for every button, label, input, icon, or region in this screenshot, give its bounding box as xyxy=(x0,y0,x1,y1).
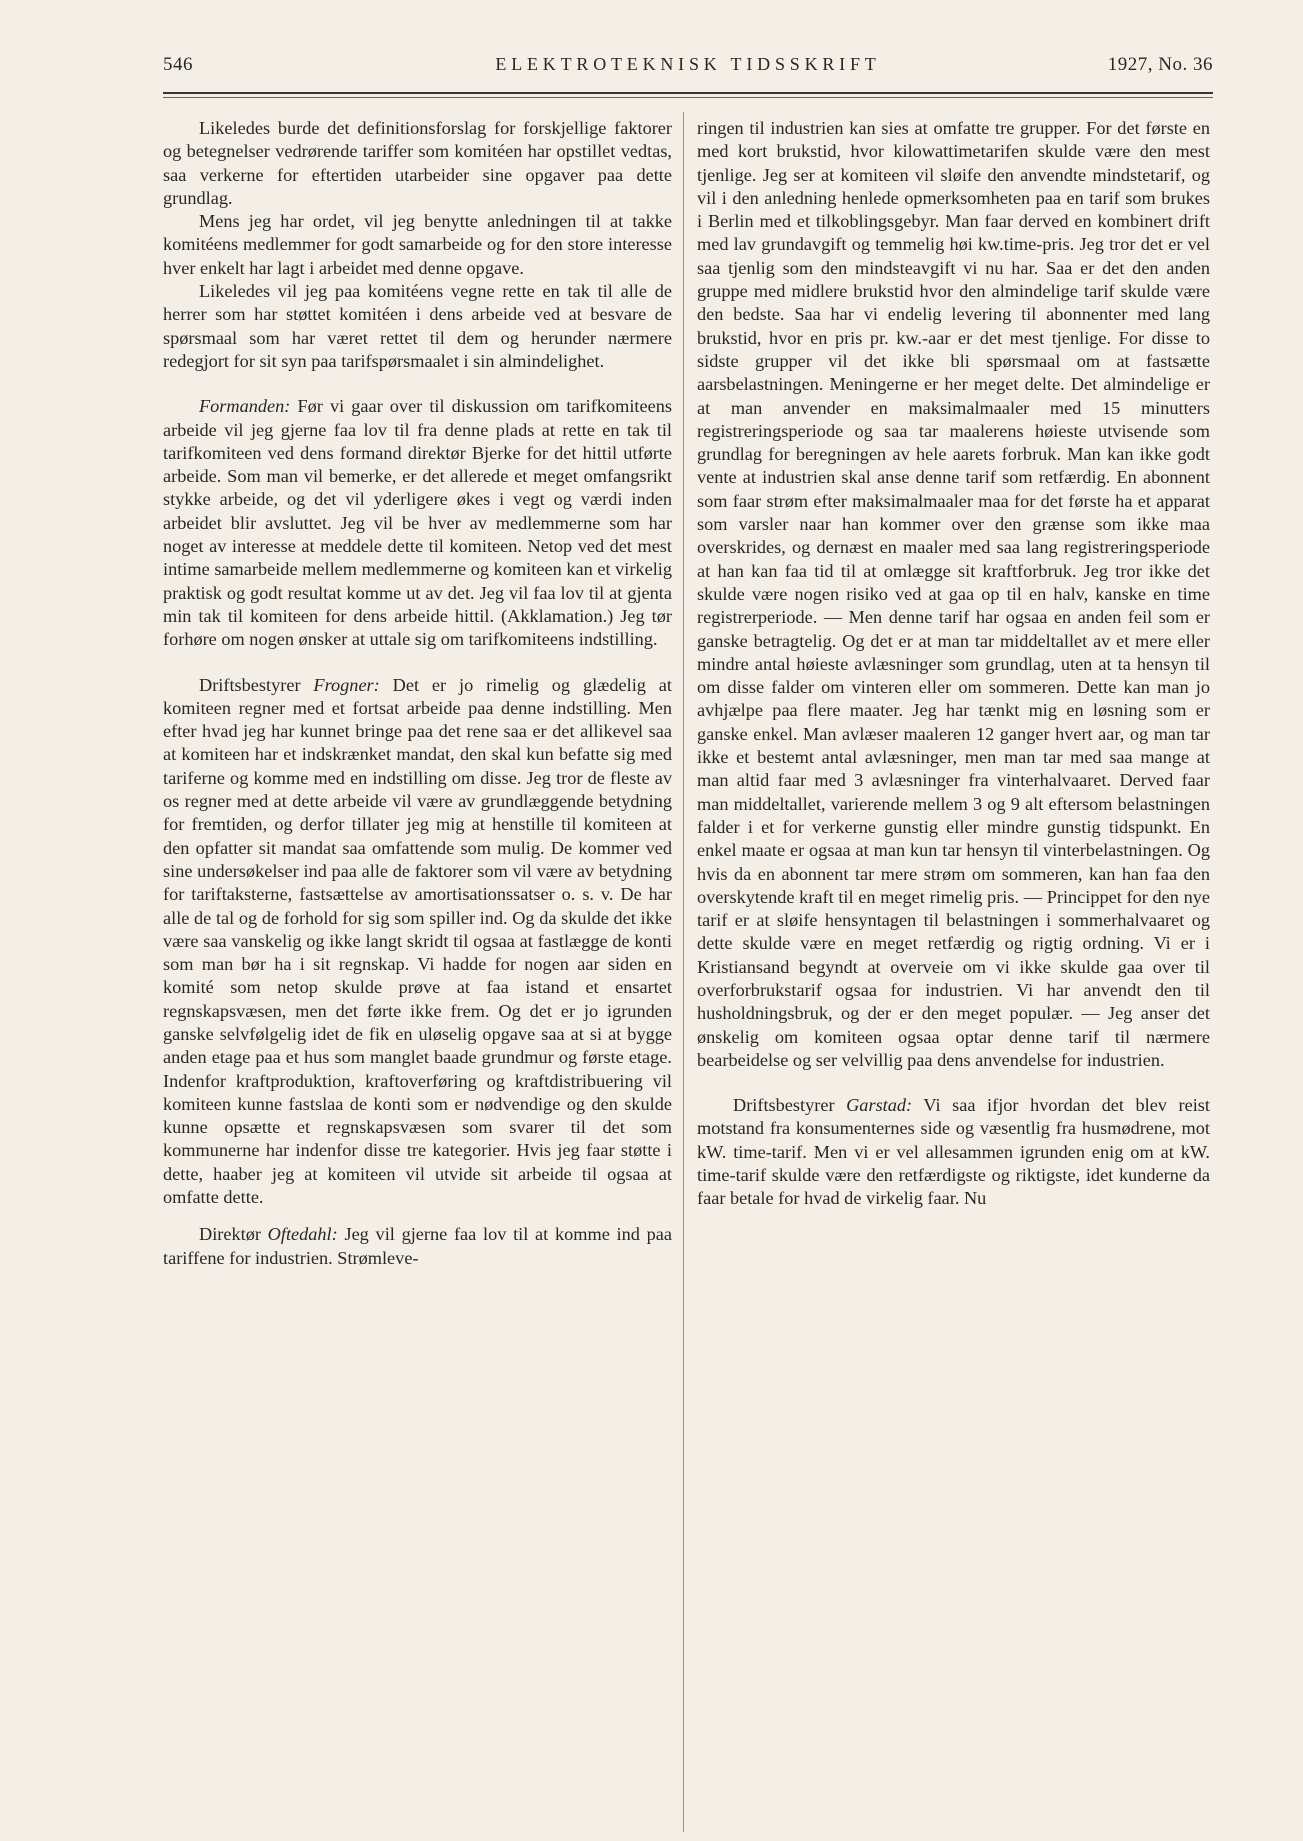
column-divider xyxy=(683,112,684,1832)
left-column xyxy=(163,117,672,1270)
paragraph-oftedahl xyxy=(163,1223,672,1270)
header-rule-thin xyxy=(163,97,1213,98)
speaker-name: Oftedahl: xyxy=(267,1224,338,1245)
paragraph-text: Vi saa ifjor hvordan det blev reist motstand fra konsumenternes side og væsentlig fra husmødrene, mot kW. time-tarif. Men vi er vel allesammen igrunden enig om at kW. time-tarif skulde være den retfærdigste og riktigste, idet kunderne da faar betale for hvad de virkelig faar. Nu xyxy=(697,1095,1210,1209)
right-column xyxy=(697,117,1210,1211)
paragraph-text: Jeg vil gjerne faa lov til at komme ind paa tariffene for industrien. Strømleve- xyxy=(163,1224,672,1268)
paragraph-continued: ringen til industrien kan sies at omfatte tre grupper. For det første en med kort brukstid, hvor kilowattimetarifen skulde være den mest tjenlige. Jeg ser at komiteen vil sløife den anvendte mindstetarif, og vil i den anledning henlede opmerksomheten paa en tarif som brukes i Berlin med et tilkoblingsgebyr. Man faar derved en kombinert drift med lav grundavgift og temmelig høi kw.time-pris. Jeg tror det er vel saa tjenlig som den mindsteavgift vi nu har. Saa er det den anden gruppe med midlere brukstid hvor den almindelige tarif skulde være den bedste. Saa har vi endelig levering til abonnenter med lang brukstid, hvor en pris pr. kw.-aar er det mest tjenlige. For disse to sidste grupper vil det ikke bli spørsmaal om at fastsætte aarsbelastningen. Meningerne er her meget delte. Det almindelige er at man anvender en maksimalmaaler med 15 minutters registreringsperiode og saa tar maalerens høieste utvisende som grundlag for beregningen av hele aarets forbruk. Man kan ikke godt vente at industrien skal anse denne tarif som retfærdig. En abonnent som faar strøm efter maksimalmaaler maa for det første ha et apparat som varsler naar han kommer over den grænse som ikke maa overskrides, og dernæst en maaler med saa lang registreringsperiode at han kan faa tid til at omlægge sit kraftforbruk. Jeg tror ikke det skulde være nogen risiko ved at gaa op til en halv, kanske en time registrerperiode. — Men denne tarif har ogsaa en anden feil som er ganske betragtelig. Og det er at man tar middeltallet av et mere eller mindre antal høieste avlæsninger som grundlag, uten at ta hensyn til om disse falder om vinteren eller om sommeren. Dette kan man jo avhjælpe paa flere maater. Jeg har tænkt mig en løsning som er ganske enkel. Man avlæser maaleren 12 ganger hvert aar, og man tar ikke et bestemt antal avlæsninger, men man tar med saa mange at man altid faar med 3 avlæsninger fra vinterhalvaaret. Derved faar man middeltallet, varierende mellem 3 og 9 alt eftersom belastningen falder i et for verkerne gunstig eller mindre gunstig tidspunkt. En enkel maate er ogsaa at man kun tar hensyn til vinterbelastningen. Og hvis da en abonnent tar mere strøm om sommeren, kan han faa den overskytende kraft til en meget rimelig pris. — Princippet for den nye tarif er at sløife hensyntagen til belastningen i sommerhalvaaret og dette skulde være en meget retfærdig og rigtig ordning. Vi er i Kristiansand begyndt at overveie om vi ikke skulde gaa over til overforbrukstarif ogsaa for industrien. Vi har anvendt den til husholdningsbruk, og der er den meget populær. — Jeg anser det ønskelig om komiteen ogsaa optar denne tarif til nærmere bearbeidelse og ser velvillig paa dens anvendelse for industrien. xyxy=(697,118,1210,1070)
speaker-name: Formanden: xyxy=(199,396,291,417)
page-header xyxy=(163,54,1213,80)
speaker-title: Direktør xyxy=(199,1224,268,1245)
speaker-name: Garstad: xyxy=(846,1095,913,1116)
speaker-title: Driftsbestyrer xyxy=(733,1095,847,1116)
paragraph-garstad xyxy=(697,1094,1210,1210)
page-number: 546 xyxy=(163,54,193,75)
paragraph: Likeledes burde det definitionsforslag for forskjellige faktorer og betegnelser vedrørende tariffer som komitéen har opstillet vedtas, saa verkerne for eftertiden utarbeider sine opgaver paa dette grundlag. xyxy=(163,118,672,208)
paragraph: Likeledes vil jeg paa komitéens vegne rette en tak til alle de herrer som har støttet komitéen i dens arbeide ved at besvare de spørsmaal som har været rettet til dem og herunder nærmere redegjort for sit syn paa tarifspørsmaalet i sin almindelighet. xyxy=(163,281,672,371)
header-rule-thick xyxy=(163,92,1213,94)
paragraph-text: Før vi gaar over til diskussion om tarifkomiteens arbeide vil jeg gjerne faa lov til fra denne plads at rette en tak til tarifkomiteen ved dens formand direktør Bjerke for det hittil utførte arbeide. Som man vil bemerke, er det allerede et meget omfangsrikt stykke arbeide, og det vil yderligere økes i vegt og værdi inden arbeidet blir avsluttet. Jeg vil be hver av medlemmerne som har noget av interesse at meddele dette til komiteen. Netop ved det mest intime samarbeide mellem medlemmerne og komiteen kan et virkelig praktisk og godt resultat komme ut av det. Jeg vil faa lov til at gjenta min tak til komiteen for dens arbeide hittil. (Akklamation.) Jeg tør forhøre om nogen ønsker at uttale sig om tarifkomiteens indstilling. xyxy=(163,396,672,650)
journal-title: ELEKTROTEKNISK TIDSSKRIFT xyxy=(495,54,881,74)
speaker-title: Driftsbestyrer xyxy=(199,674,314,695)
paragraph: Mens jeg har ordet, vil jeg benytte anledningen til at takke komitéens medlemmer for godt samarbeide og for den store interesse hver enkelt har lagt i arbeidet med denne opgave. xyxy=(163,211,672,278)
issue-number: 1927, No. 36 xyxy=(1107,54,1213,75)
paragraph-formanden xyxy=(163,395,672,651)
paragraph-frogner xyxy=(163,674,672,1210)
paragraph-text: Det er jo rimelig og glædelig at komiteen regner med et fortsat arbeide paa denne indstilling. Men efter hvad jeg har kunnet bringe paa det rene saa er det allikevel saa at komiteen har et indskrænket mandat, den skal kun befatte sig med tariferne og komme med en indstilling om disse. Jeg tror de fleste av os regner med at dette arbeide vil være av grundlæggende betydning for fremtiden, og derfor tillater jeg mig at henstille til komiteen at den opfatter sit mandat saa omfattende som mulig. De kommer ved sine undersøkelser ind paa alle de faktorer som vil være av betydning for tariftaksterne, fastsættelse av amortisationssatser o. s. v. De har alle de tal og de forhold for sig som spiller ind. Og da skulde det ikke være saa vanskelig og ikke langt skridt til ogsaa at fastlægge de konti som man bør ha i sit regnskap. Vi hadde for nogen aar siden en komité som netop skulde prøve at faa istand et ensartet regnskapsvæsen, men det førte ikke frem. Og det er jo igrunden ganske selvfølgelig idet de fik en uløselig opgave saa at si at bygge anden etage paa et hus som manglet baade grundmur og første etage. Indenfor kraftproduktion, kraftoverføring og kraftdistribuering vil komiteen kunne fastslaa de konti som er nødvendige og den skulde kunne opsætte et regnskapsvæsen som svarer til det som kommunerne har indenfor disse tre kategorier. Hvis jeg faar støtte i dette, haaber jeg at komiteen vil utvide sit arbeide til ogsaa at omfatte dette. xyxy=(163,674,672,1208)
speaker-name: Frogner: xyxy=(313,674,380,695)
